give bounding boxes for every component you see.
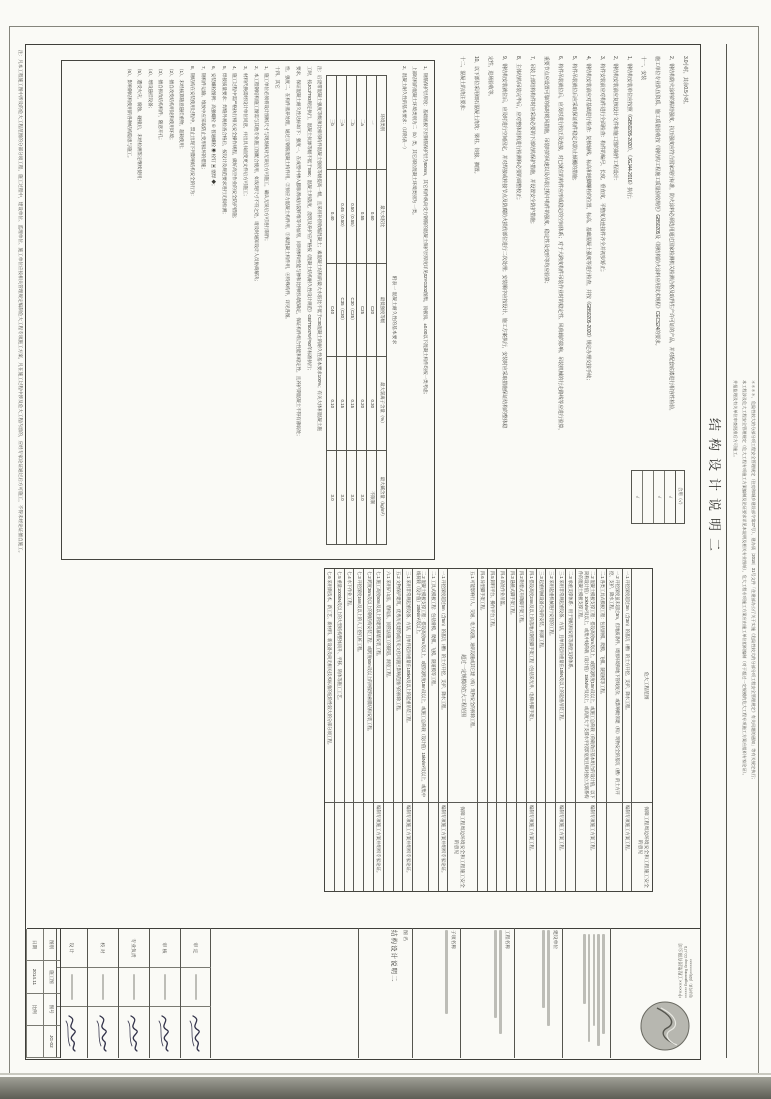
concrete-note-line: 3、材料代换需经设计单位同意，并出具书面变更文件后方可施工；: [243, 66, 249, 199]
note-line: 施工单位专业队伍资质、施工质量验收按《钢结构工程施工质量验收规范》GB50205及《钢结构防火涂料应用技术规程》CECS24的要求。: [654, 56, 661, 349]
hazard-remark: [607, 802, 622, 891]
concrete-note-line: （2）、擅自改变结构用途和使用环境；: [168, 66, 174, 143]
hazard-item-text: 三.1 采用非常规起重设备、方法，且单件起吊重量在100kN及以上的起重吊装工程。: [405, 571, 411, 726]
handwritten-signature: [93, 1007, 113, 1058]
durability-cell: 一: [367, 76, 377, 170]
signature-table: [56, 929, 211, 1058]
illegible-value-bar: [494, 930, 497, 1018]
hazard-item-text: 七.1 施工高度50m及以上的建筑幕墙安装工程。: [376, 571, 382, 659]
hazard-item-text: 二.3 承重支撑体系：用于钢结构安装等满堂支撑体系。: [568, 571, 574, 672]
hazard-remark: 编制专项施工方案并组织专家论证。: [374, 802, 383, 891]
illegible-text-bar: [593, 934, 596, 1026]
printed-name: [88, 968, 118, 1007]
illegible-text-bar: [597, 934, 600, 1046]
hazard-remark: 编制专项施工方案工程。: [623, 802, 632, 891]
info-row-subproject: [443, 930, 457, 1056]
durability-cell: 3.0: [357, 451, 367, 545]
concrete-note-line: 1、施工单位必须将设计图纸尺寸与现场核对无误后方可施工，确认无误后方可进行制作；: [264, 66, 270, 244]
strip-divider-6: [358, 928, 359, 1058]
durability-cell: 0.60: [367, 169, 377, 263]
illegible-value-bar: [542, 930, 545, 1008]
illegible-name-bar: [102, 974, 105, 1000]
concrete-note-line: （6）、影响钢结构使用的各种结构隐患与施工。: [126, 66, 132, 161]
riqi-value: 2014.11: [26, 961, 43, 993]
info-label: 子项名称: [450, 930, 455, 950]
hazard-item-text: 三.2 采用起重机械进行安装的工程。: [548, 571, 554, 639]
note-line: 10、以下部位采用细石混凝土浇筑：梁柱、铰接、搁置。: [473, 56, 480, 177]
strip-divider-1: [610, 928, 611, 1058]
hazard-item-text: 七.2 跨度36m及以上的钢结构安装工程；或跨度60m及以上的网架和索膜结构安装工程。: [366, 571, 372, 734]
concrete-note-line: 工时，按JGJ/T93规定执行，混凝土抗渗等级不低于S90；混凝土坍落度、浇筑及养护应严格按《混凝土结构耐久性设计规范》GB/T50476中50年标准执行；: [306, 66, 312, 373]
hazard-row: [575, 569, 596, 891]
durability-table: [326, 75, 387, 545]
concrete-note-line: 4、施工过程中需严格执行相关安全操作规程，做好高空作业的安全防护措施；: [232, 66, 238, 221]
info-row-project: [492, 930, 511, 1056]
note-line: 3.0小时，其余0.5小时。: [682, 56, 688, 108]
hazard-row: [555, 569, 565, 891]
bili-value: [26, 1026, 43, 1058]
hazard-header-left: 危大工程范围: [643, 671, 648, 700]
company-name-block: [678, 932, 693, 998]
hazard-item-text: 四.6 异型脚手架工程。: [480, 571, 486, 613]
durability-cell: 0.20: [357, 357, 367, 451]
hazard-item-text: 三.1 采用非常规起重设备、方法，且单件起吊重量在10kN及以上的起重吊装工程。: [558, 571, 564, 724]
hazard-item-text: 二.1 各类工具式模板工程：包括滑模、爬模、飞模、隧道模等工程。: [599, 571, 605, 697]
illegible-name-bar: [133, 974, 136, 1000]
note-line: 5、构件吊装就位后应采取保证构件稳定以防止倾覆的措施；: [570, 56, 577, 184]
hazard-item-text: 一.1 开挖深度超过3m（含3m）的基坑（槽）的土方开挖、支护、降水工程。: [624, 571, 630, 713]
durability-cell: 不限制: [367, 451, 377, 545]
hazard-item-text: 三.3 起重机械设备自身的安装、拆卸工程。: [538, 571, 544, 651]
concrete-note-line: 要求，保证混凝土耐久性达标如下：强度一、在成型中掺入膨胀剂或抗裂纤维等外加剂，同时掺和性能与掺和比例经试配确定，保证构件组合性能和稳定性，且养护期混凝土不得有薄弱处；: [296, 66, 302, 439]
concrete-note-line: 1、钢筋保护层厚度：基础底板下层钢筋保护层为50mm，其它构件纵向受力钢筋的混凝土保护层厚度详见02YG302图集，顶板顶、±0.00以下混凝土构件均按一类考虑；: [423, 66, 428, 397]
illegible-name-bar: [164, 974, 167, 1000]
note-line: 9、钢结构安装就位后，应及时进行空间固定，并对焊接或栓接节点及防腐防火损伤部位进行二次处理；安装顺序应按设计、施工方案执行，安装时应采取措施保证结构的整体稳: [501, 56, 508, 429]
hazard-row: [334, 569, 344, 891]
concrete-note-line: （1）、未经核算随意悬挂重物，超载使用；: [179, 66, 185, 152]
hazard-row: [468, 569, 477, 891]
note-line: 3、构件安装前应对构件进行全面检查：构件的编号、长度、垂直度、平整度及连接件齐全并初步矫正；: [598, 56, 605, 275]
durability-cell: 三b: [327, 76, 337, 170]
hazard-row: [545, 569, 555, 891]
hazard-remark: [355, 802, 364, 891]
hazard-row: [487, 569, 497, 891]
hazard-remark: [537, 802, 546, 891]
tubie-value: 施工图: [43, 961, 60, 993]
signature-role: 审 核: [150, 929, 180, 968]
margin-notes: [731, 380, 758, 1036]
durability-cell: C20: [367, 263, 377, 357]
signature-row: [149, 929, 180, 1058]
hazard-row: [596, 569, 606, 891]
hazard-remark: [497, 802, 506, 891]
concrete-note-line: 6、安装螺栓图例：高强螺栓 ⊕ 普通螺栓 ◉ 栓钉 ▣ 塞焊 ◆；: [211, 66, 217, 189]
hazard-remark: [394, 802, 403, 891]
durability-cell: 0.15: [347, 357, 357, 451]
printed-name: [119, 968, 149, 1007]
sheet-title-label: 结构设计说明二: [707, 418, 722, 559]
hazard-item-text: 四.2 附着式升降脚手架工程。: [519, 571, 525, 626]
hazard-remark: [429, 802, 438, 891]
hazard-row: [536, 569, 546, 891]
durability-header-cell: 最大水胶比: [377, 169, 387, 263]
concrete-note-line: 7、钢构件运输、堆放中应采取防止变形损坏的措施；: [200, 66, 206, 172]
tuhao-label: 图号: [43, 994, 60, 1026]
durability-row: [367, 76, 377, 545]
hazard-item-text: 七.3 开挖深度16m及以上的人工挖孔桩工程。: [356, 571, 362, 655]
hazard-item-text: 四.1 搭设高度24m及以上的落地式钢管脚手架工程（包括采光井、电梯井脚手架）。: [529, 571, 535, 724]
hazard-works-table: [324, 568, 653, 892]
bili-label: 比例: [26, 994, 43, 1026]
hazard-item-text: 七.5 重量1000kN及以上的大型结构整体顶升、平移、转体等施工工艺。: [337, 571, 343, 703]
concrete-note-line: 2、本工程钢结构施工图需与其他专业施工图配合使用，如发现尺寸不符之处，请及时通知设计人员协商解决；: [253, 66, 259, 284]
info-row-owner: [540, 930, 559, 1056]
durability-cell: C25: [357, 263, 367, 357]
signature-squiggle-icon: [93, 1013, 113, 1053]
margin-note-line: 并报监理及有关单位审查批准后方可施工。: [733, 380, 738, 460]
hazard-item-text: 五.1 可能影响行人、交通、电力设施、通讯设施或其它建（构）筑物安全的拆除工程。: [470, 571, 476, 731]
bottom-margin-note: 注：凡本工程施工图中涉及的危大工程范围的分部分项工程，施工过程中，建设单位、监理单位、施工单位应按相关管理规定编制危大工程专项施工方案，凡在施工过程中涉及危大工程内容的，应经专家论证通过后方可施工，不得未经论证擅自施工。: [18, 50, 23, 556]
signature-row: [180, 929, 211, 1058]
hazard-remark: [364, 802, 373, 891]
hazard-remark: [507, 802, 516, 891]
hazard-remark: [325, 802, 334, 891]
illegible-value-bar: [445, 930, 448, 1014]
hazard-remark: 编制专项施工方案并组织专家论证。: [439, 802, 448, 891]
hazard-remark: 编制专项施工方案并组织专家论证。: [403, 802, 412, 891]
signature-role: 审 定: [181, 929, 211, 968]
hazard-row: [526, 569, 536, 891]
concrete-note-line: 注：后浇带混凝土强度等级须比相邻构件混凝土强度等级提高一级，且采用补偿收缩混凝土；素混凝土结构的最大水胶比不低于C30混凝土的耐久性基本要求100%；有关大体积混凝土施: [317, 66, 323, 431]
hazard-remark: [488, 802, 497, 891]
illegible-value-bar: [547, 930, 550, 1026]
handwritten-signature: [124, 1007, 144, 1058]
illegible-name-bar: [195, 974, 198, 1000]
strip-divider-2: [562, 928, 563, 1058]
hazard-row: [565, 569, 575, 891]
hazard-row: [622, 569, 632, 891]
durability-cell: 0.40: [327, 169, 337, 263]
durability-cell: 0.15: [337, 357, 347, 451]
note-line: 8、主体结构吊装完毕后，应对整体结构进行检测和必要的调整校正；: [515, 56, 522, 203]
hazard-row: [606, 569, 622, 891]
illegible-value-bar: [499, 930, 502, 1034]
hazard-row: [477, 569, 487, 891]
scan-edge-shadow: [0, 1077, 771, 1099]
durability-header-cell: 最大氯离子含量（%）: [377, 357, 387, 451]
hazard-item-text: 六.1 采用矿山法、盾构法、顶管法施工的隧道、洞室工程。: [386, 571, 392, 681]
hazard-row: [428, 569, 438, 891]
strip-divider-4: [460, 928, 461, 1058]
illegible-text-bar: [602, 934, 605, 1034]
durability-cell: 二a: [357, 76, 367, 170]
hazard-row: [516, 569, 526, 891]
concrete-note-line: （4）、增设悬挂设备；: [147, 66, 153, 111]
durability-cell: 3.0: [327, 451, 337, 545]
check-cell: [642, 471, 653, 523]
hazard-section-row: [447, 569, 468, 891]
drawing-name-value: 结构设计说明二: [390, 930, 397, 983]
concrete-note-line: 2、混凝土耐久性的基本要求：（详附表一）: [401, 66, 407, 152]
hazard-remark: 编制专项施工方案工程。: [556, 802, 565, 891]
note-line: 定性，进场验收等。: [487, 56, 494, 100]
certificate-smudge-block: [581, 934, 607, 1052]
signature-squiggle-icon: [124, 1013, 144, 1053]
hazard-remark: [468, 802, 477, 891]
illegible-text-bar: [583, 934, 586, 1004]
concrete-note-line: （5）、遭受火灾、腐蚀、碰撞后，未经检测鉴定继续使用；: [137, 66, 143, 183]
durability-cell: 3.0: [347, 451, 357, 545]
concrete-note-line: 性、强度二、在构件蒸养处理，通过①钢筋混凝土构件用，②预应力混凝土构件用，③素混凝土构件用，④特殊构件，详见各图。: [285, 66, 291, 322]
drawing-name-cell: [390, 930, 409, 1056]
durability-header-cell: 环境类别: [377, 76, 387, 170]
durability-table-title: 附表一 混凝土耐久性的基本要求: [391, 275, 397, 345]
hazard-row: [363, 569, 373, 891]
hazard-remark: [345, 802, 354, 891]
hazard-row: [393, 569, 403, 891]
hazard-item-text: 七.6 采用新技术、新工艺、新材料、新设备及尚无相关技术标准的危险性较大的分部分项工程。: [327, 571, 333, 748]
note-line: 1、钢结构安装单位应按照《GB50205-2020》、《JGJ44-2016》执行；: [626, 56, 633, 202]
hazard-row: [354, 569, 364, 891]
signature-squiggle-icon: [186, 1013, 206, 1053]
hazard-item-text: 二.2 混凝土模板支撑工程：搭设高度5m及以上，或搭设跨度10m及以上，或施工总荷载（荷载效应基本组合的设计值，以下简称设计值）10kN/m²及以上，或集中线荷载（设计值）15kN/m²及以上，或高度大于支撑水平投影宽度且相对独立无联系构件的混凝土模板支撑工程。: [578, 571, 595, 799]
hazard-item-text: 二.1 工具式模板工程：包括滑模、爬模、飞模、隧道模等工程。: [431, 571, 437, 689]
hazard-row: [438, 569, 448, 891]
scan-edge-line: [0, 1073, 771, 1075]
note-line: 2、钢结构安装前应复核设计文件和施工图的制作工程设计：: [612, 56, 619, 184]
hazard-remark: 编制专项施工方案工程。: [576, 802, 596, 891]
hazard-item-text: 一.2 开挖深度虽未超过3m，但地质条件、周围环境和地下管线复杂，或影响毗邻建（构）筑物安全的基坑（槽）的土方开挖、支护、降水工程。: [609, 571, 621, 795]
signature-row: [118, 929, 149, 1058]
hazard-remark: [384, 802, 393, 891]
durability-cell: C35（C30）: [337, 263, 347, 357]
printed-name: [181, 968, 211, 1007]
hazard-row: [412, 569, 428, 891]
drawing-number-grid: [26, 929, 61, 1058]
durability-row: [357, 76, 367, 545]
note-line: 十一、安装: [640, 56, 647, 81]
info-label: 建设单位: [552, 930, 557, 950]
hazard-item-text: 七.4 水下作业工程。: [347, 571, 352, 609]
durability-row: [327, 76, 337, 545]
concrete-note-line: 上部结构的混凝土环境类别为二（b）类，其它部位混凝土环境类别为 一类。: [412, 66, 418, 218]
hazard-row: [344, 569, 354, 891]
signature-role: 专业负责: [119, 929, 149, 968]
durability-cell: C40: [327, 263, 337, 357]
handwritten-signature: [155, 1007, 175, 1058]
company-name-cn: 中×××××工程集团有限公司: [677, 943, 683, 998]
check-cell: √: [653, 471, 664, 523]
info-label: 工程名称: [504, 930, 509, 950]
hazard-remark: [566, 802, 575, 891]
signature-squiggle-icon: [155, 1013, 175, 1053]
note-line: 2、钢结构防火涂料的粘结强度、抗压强度应符合国家现行标准，防火涂料必须选用通过国家检测机关检测合格及取得生产许可证的产品，并对配套底漆进行相容性检验，: [668, 56, 675, 414]
strip-divider-5: [412, 928, 413, 1058]
concrete-note-line: （3）、擅自拆改结构构件，随意开孔；: [158, 66, 164, 143]
company-tel: 电话/传真：(029)××××××××: [688, 958, 693, 998]
company-logo-icon: [639, 1000, 691, 1052]
durability-header-cell: 最低强度等级: [377, 263, 387, 357]
signature-squiggle-icon: [62, 1013, 82, 1053]
durability-cell: 0.50（0.55）: [347, 169, 357, 263]
hazard-remark: [335, 802, 344, 891]
hazard-remark: [597, 802, 606, 891]
durability-row: [337, 76, 347, 545]
hazard-row: [496, 569, 506, 891]
riqi-label: 日期: [26, 929, 43, 961]
durability-cell: 三a: [337, 76, 347, 170]
check-cell: √: [635, 495, 640, 499]
durability-cell: 0.55: [357, 169, 367, 263]
illegible-text-bar: [588, 934, 591, 1042]
durability-cell: 0.10: [327, 357, 337, 451]
durability-cell: C30（C25）: [347, 263, 357, 357]
durability-row: [347, 76, 357, 545]
durability-cell: 0.45（0.50）: [337, 169, 347, 263]
hazard-section-title: 超过一定规模的危大工程范围: [460, 654, 467, 717]
durability-header-cell: 最大碱含量（kg/m³）: [377, 451, 387, 545]
printed-name: [57, 968, 87, 1007]
signature-role: 校 对: [88, 929, 118, 968]
printed-name: [150, 968, 180, 1007]
note-line: 6、构件吊装就位后，应及时进行校正及连接，对已就位的构件应形成稳定的空间体系；对于大跨度构件吊装作业时的稳定性、风荷载的影响、吊装机械的行走路线等应进行验算，: [556, 56, 563, 433]
note-line: 重要节点应设置可靠的临时缆风措施，吊装时的风速以及吊装过程中构件的强度、稳定性及变形等均应验算；: [542, 56, 549, 287]
note-line: 十二、混凝土的浇注要求：: [459, 56, 466, 114]
signature-role: 设 计: [57, 929, 87, 968]
drawing-name-label: 图 名: [402, 930, 407, 941]
hazard-row: [383, 569, 393, 891]
hazard-item-text: 四.5 卸料平台、操作平台工程。: [489, 571, 495, 630]
concrete-notes-box: [61, 60, 435, 560]
hazard-row: [402, 569, 412, 891]
handwritten-signature: [62, 1007, 82, 1058]
hazard-remark: 编制专项施工方案工程。: [527, 802, 536, 891]
hazard-row: [373, 569, 383, 891]
company-name-en: ×××××× Engineering Group CO.,LTD: [683, 945, 688, 998]
hazard-row: [506, 569, 516, 891]
hazard-item-text: 五.2 文物保护建筑、优秀历史建筑或历史文化风貌区影响范围内的拆除工程。: [395, 571, 401, 714]
handwritten-signature: [186, 1007, 206, 1058]
margin-rule: [726, 44, 727, 1058]
durability-cell: 二b: [347, 76, 357, 170]
check-header: 合用（√）: [675, 471, 684, 523]
hazard-item-text: 四.3 悬挑式脚手架工程。: [509, 571, 515, 618]
note-line: 4、钢结构安装前应对基础进行检查：复核轴线、标高和地脚螺栓的位置，标高、基础混凝土强度等进行检查，并按《GB50205-2020》规定办理交接手续；: [584, 56, 591, 383]
hazard-item-text: 二.2 混凝土模板支撑工程：搭设高度8m及以上，或搭设跨度18m及以上，或施工总荷载（设计值）15kN/m²及以上，或集中线荷载（设计值）20kN/m²及以上。: [415, 571, 427, 797]
note-line: 7、吊装上部结构构件时应采取必要的下部结构保护措施，并设置安全防护措施；: [529, 56, 536, 227]
company-logo-block: [613, 932, 697, 1056]
hazard-section-right: 保障工程周边环境安全和工程施工安全的意见: [448, 802, 468, 891]
hazard-remark: [413, 802, 428, 891]
hazard-item-text: 四.4 高处作业吊篮。: [499, 571, 505, 609]
durability-cell: 3.0: [337, 451, 347, 545]
hazard-header-right: 保障工程周边环境安全和工程施工安全的意见: [632, 802, 652, 891]
concrete-note-line: 8、钢结构在安装使用过程中，禁止出现下列影响结构安全的行为：: [190, 66, 196, 199]
check-mini-table: [631, 470, 685, 524]
hazard-remark: [478, 802, 487, 891]
tubie-label: 图别: [43, 929, 60, 961]
durability-cell: 0.30: [367, 357, 377, 451]
margin-note-line: 本工程涉及危大工程安全管理规定（危大工程专项施工方案编制及论证要求详见本说明及相关专业图纸），危大工程专项施工方案应由施工单位组织编制（对于超过一定规模的危大工程专项施工方案应组织专家论证）。: [742, 380, 747, 778]
tuhao-value: JG-02: [43, 1026, 60, 1058]
signature-row: [87, 929, 118, 1058]
hazard-row: [325, 569, 334, 891]
concrete-note-line: 5、焊接质量要求：焊缝外观检查合格后，按设计及规范要求进行无损检测；: [221, 66, 227, 217]
margin-note-line: ＊＊＊＊、危险性较大的分部分项工程安全管理规定（住房和城乡建设部令第37号）、建办质〔2018〕31号文件「住建部办公厅关于实施《危险性较大的分部分项工程安全管理规定》有关问题的通知」等有关规定执行；: [751, 380, 756, 782]
check-cell: √: [664, 471, 675, 523]
hazard-item-text: 一.1 开挖深度超过5m（含5m）的基坑（槽）的土方开挖、支护、降水工程。: [440, 571, 446, 713]
concrete-note-line: 十四、其它: [274, 66, 280, 89]
illegible-name-bar: [71, 974, 74, 1000]
strip-divider-3: [514, 928, 515, 1058]
hazard-remark: [546, 802, 555, 891]
hazard-remark: [517, 802, 526, 891]
hazard-header-row: [631, 569, 652, 891]
